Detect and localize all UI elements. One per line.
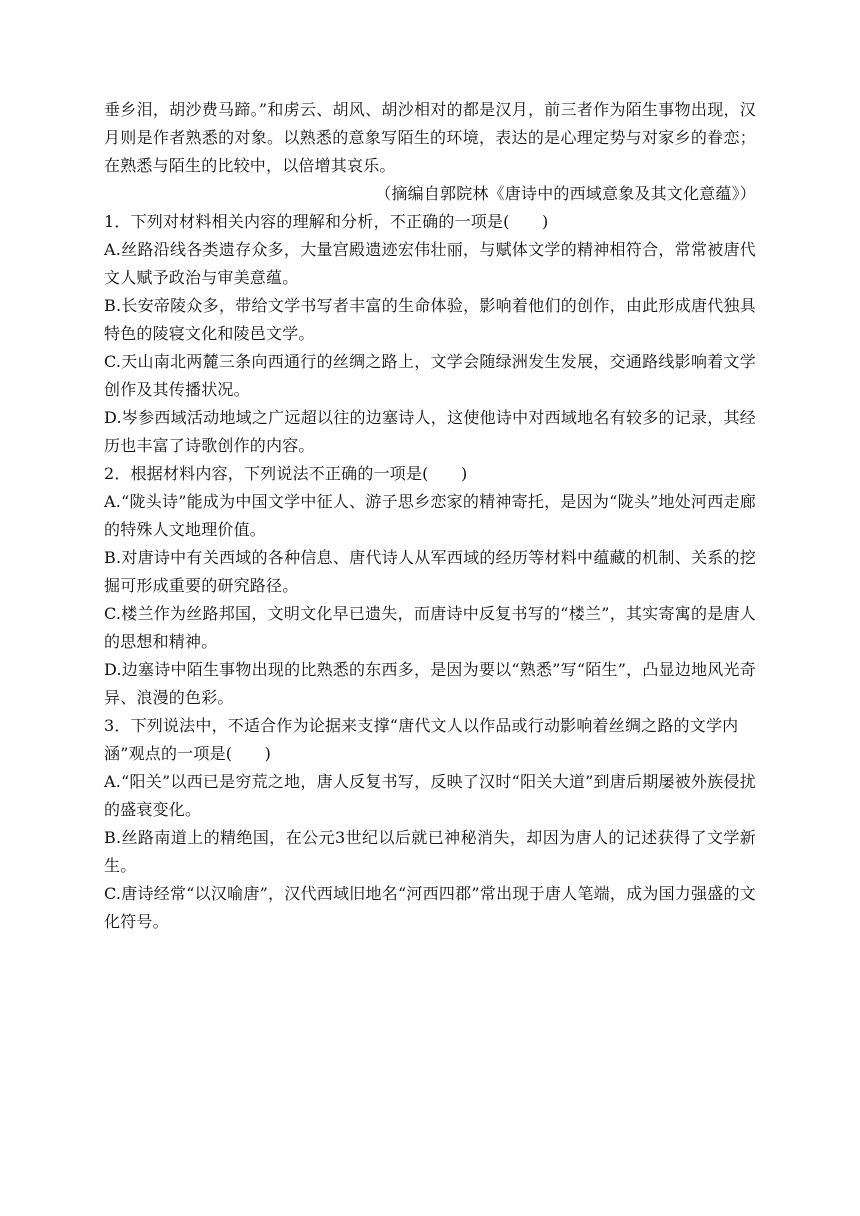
question-stem: 3．下列说法中，不适合作为论据来支撑“唐代文人以作品或行动影响着丝绸之路的文学内涵”观点的一项是( ) — [104, 716, 739, 763]
question-stem: 2．根据材料内容，下列说法不正确的一项是( ) — [104, 464, 468, 483]
option-a: A.丝路沿线各类遗存众多，大量宫殿遗迹宏伟壮丽，与赋体文学的精神相符合，常常被唐代文人赋予政治与审美意蕴。 — [104, 240, 756, 287]
option-a: A.“陇头诗”能成为中国文学中征人、游子思乡恋家的精神寄托，是因为“陇头”地处河西走廊的特殊人文地理价值。 — [104, 492, 756, 539]
document-page — [104, 96, 756, 936]
passage-source: （摘编自郭院林《唐诗中的西域意象及其文化意蕴》） — [375, 184, 756, 203]
option-d: D.边塞诗中陌生事物出现的比熟悉的东西多，是因为要以“熟悉”写“陌生”，凸显边地风光奇异、浪漫的色彩。 — [104, 660, 756, 707]
question-3 — [104, 712, 756, 936]
option-d: D.岑参西域活动地域之广远超以往的边塞诗人，这使他诗中对西域地名有较多的记录，其经历也丰富了诗歌创作的内容。 — [104, 408, 756, 455]
option-b: B.长安帝陵众多，带给文学书写者丰富的生命体验，影响着他们的创作，由此形成唐代独具特色的陵寝文化和陵邑文学。 — [104, 296, 756, 343]
question-2 — [104, 460, 756, 712]
question-stem: 1．下列对材料相关内容的理解和分析，不正确的一项是( ) — [104, 212, 549, 231]
option-b: B.对唐诗中有关西域的各种信息、唐代诗人从军西域的经历等材料中蕴藏的机制、关系的挖掘可形成重要的研究路径。 — [104, 548, 756, 595]
option-c: C.楼兰作为丝路邦国，文明文化早已遗失，而唐诗中反复书写的“楼兰”，其实寄寓的是唐人的思想和精神。 — [104, 604, 756, 651]
option-a: A.“阳关”以西已是穷荒之地，唐人反复书写，反映了汉时“阳关大道”到唐后期屡被外族侵扰的盛衰变化。 — [104, 772, 756, 819]
question-1 — [104, 208, 756, 460]
option-b: B.丝路南道上的精绝国，在公元3世纪以后就已神秘消失，却因为唐人的记述获得了文学新生。 — [104, 828, 756, 875]
option-c: C.天山南北两麓三条向西通行的丝绸之路上，文学会随绿洲发生发展，交通路线影响着文学创作及其传播状况。 — [104, 352, 756, 399]
option-c: C.唐诗经常“以汉喻唐”，汉代西域旧地名“河西四郡”常出现于唐人笔端，成为国力强盛的文化符号。 — [104, 884, 756, 931]
passage-paragraph: 垂乡泪，胡沙费马蹄。”和虏云、胡风、胡沙相对的都是汉月，前三者作为陌生事物出现，汉月则是作者熟悉的对象。以熟悉的意象写陌生的环境，表达的是心理定势与对家乡的眷恋；在熟悉与陌生的比较中，以倍增其哀乐。 — [104, 100, 756, 175]
